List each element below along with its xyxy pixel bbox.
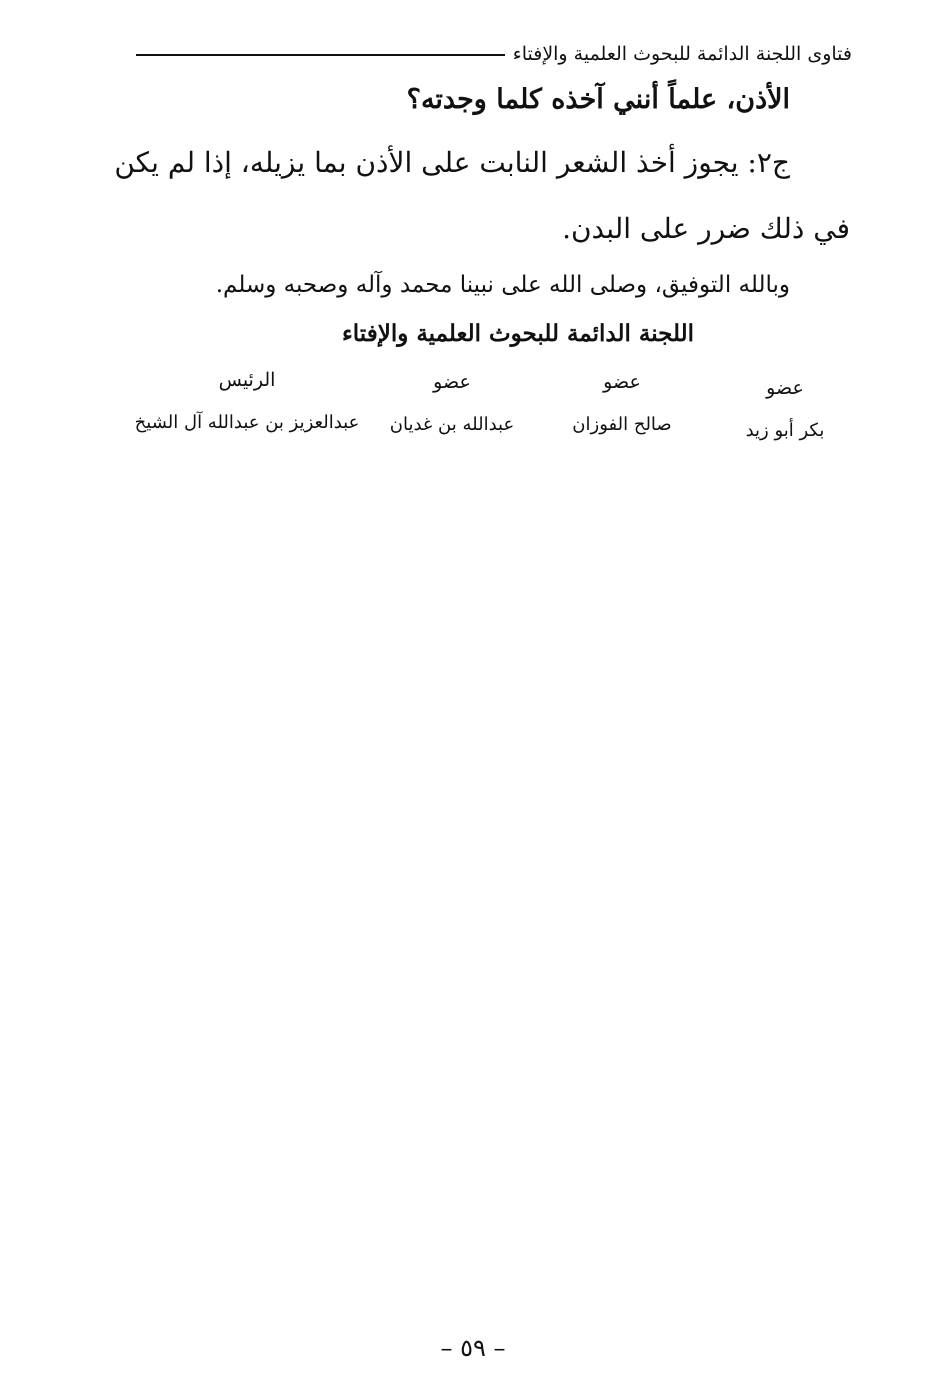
signatory-name: صالح الفوزان <box>572 414 672 435</box>
signatory-role: الرئيس <box>218 369 276 391</box>
signatory <box>382 368 522 435</box>
committee-name: اللجنة الدائمة للبحوث العلمية والإفتاء <box>341 320 694 347</box>
answer-line-1: ج٢: يجوز أخذ الشعر النابت على الأذن بما يزيله، إذا لم يكن <box>114 146 790 179</box>
closing-prayer: وبالله التوفيق، وصلى الله على نبينا محمد وآله وصحبه وسلم. <box>215 272 790 298</box>
signatory <box>130 366 364 433</box>
header-title: فتاوى اللجنة الدائمة للبحوث العلمية والإفتاء <box>512 43 852 65</box>
page-number: – ٥٩ – <box>440 1334 506 1362</box>
header-rule <box>136 54 505 56</box>
signatory-name: بكر أبو زيد <box>745 420 825 441</box>
answer-line-2: في ذلك ضرر على البدن. <box>562 212 850 245</box>
signatory <box>562 368 682 435</box>
signatory-name: عبدالعزيز بن عبدالله آل الشيخ <box>134 412 360 433</box>
signatory <box>730 374 840 441</box>
signatory-name: عبدالله بن غديان <box>389 414 515 435</box>
running-header <box>136 30 852 64</box>
question-line: الأذن، علماً أنني آخذه كلما وجدته؟ <box>406 84 790 115</box>
signatory-role: عضو <box>766 377 804 399</box>
signatory-role: عضو <box>603 371 641 393</box>
signatures-block <box>130 368 840 448</box>
signatory-role: عضو <box>433 371 471 393</box>
